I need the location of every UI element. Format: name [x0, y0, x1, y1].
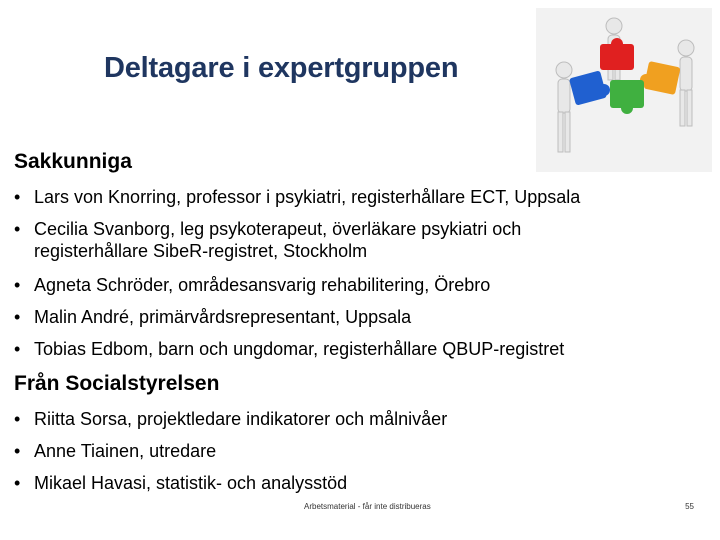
footer-note: Arbetsmaterial - får inte distribueras [304, 502, 431, 511]
list-item [14, 274, 654, 296]
list-item [14, 408, 654, 430]
puzzle-people-illustration [536, 8, 712, 172]
section-heading-socialstyrelsen: Från Socialstyrelsen [14, 372, 220, 395]
list-item [14, 186, 654, 208]
list-item [14, 218, 584, 262]
bullet-icon: • [14, 275, 21, 295]
list-item-text: Cecilia Svanborg, leg psykoterapeut, överläkare psykiatri och registerhållare SibeR-registret, Stockholm [34, 219, 522, 261]
section-heading-sakkunniga: Sakkunniga [14, 150, 132, 173]
list-item-text: Tobias Edbom, barn och ungdomar, registerhållare QBUP-registret [34, 339, 565, 359]
bullet-icon: • [14, 441, 21, 461]
list-item [14, 472, 654, 494]
bullet-icon: • [14, 409, 21, 429]
list-item-text: Mikael Havasi, statistik- och analysstöd [34, 473, 348, 493]
list-item-text: Agneta Schröder, områdesansvarig rehabilitering, Örebro [34, 275, 491, 295]
list-item [14, 440, 654, 462]
bullet-icon: • [14, 219, 21, 239]
list-item-text: Lars von Knorring, professor i psykiatri, registerhållare ECT, Uppsala [34, 187, 581, 207]
bullet-icon: • [14, 307, 21, 327]
page-number: 55 [685, 502, 694, 511]
bullet-icon: • [14, 339, 21, 359]
page-title: Deltagare i expertgruppen [104, 52, 459, 84]
bullet-icon: • [14, 473, 21, 493]
list-item-text: Anne Tiainen, utredare [34, 441, 217, 461]
list-item-text: Riitta Sorsa, projektledare indikatorer och målnivåer [34, 409, 448, 429]
list-item-text: Malin André, primärvårdsrepresentant, Uppsala [34, 307, 412, 327]
list-item [14, 306, 654, 328]
bullet-icon: • [14, 187, 21, 207]
list-item [14, 338, 654, 360]
